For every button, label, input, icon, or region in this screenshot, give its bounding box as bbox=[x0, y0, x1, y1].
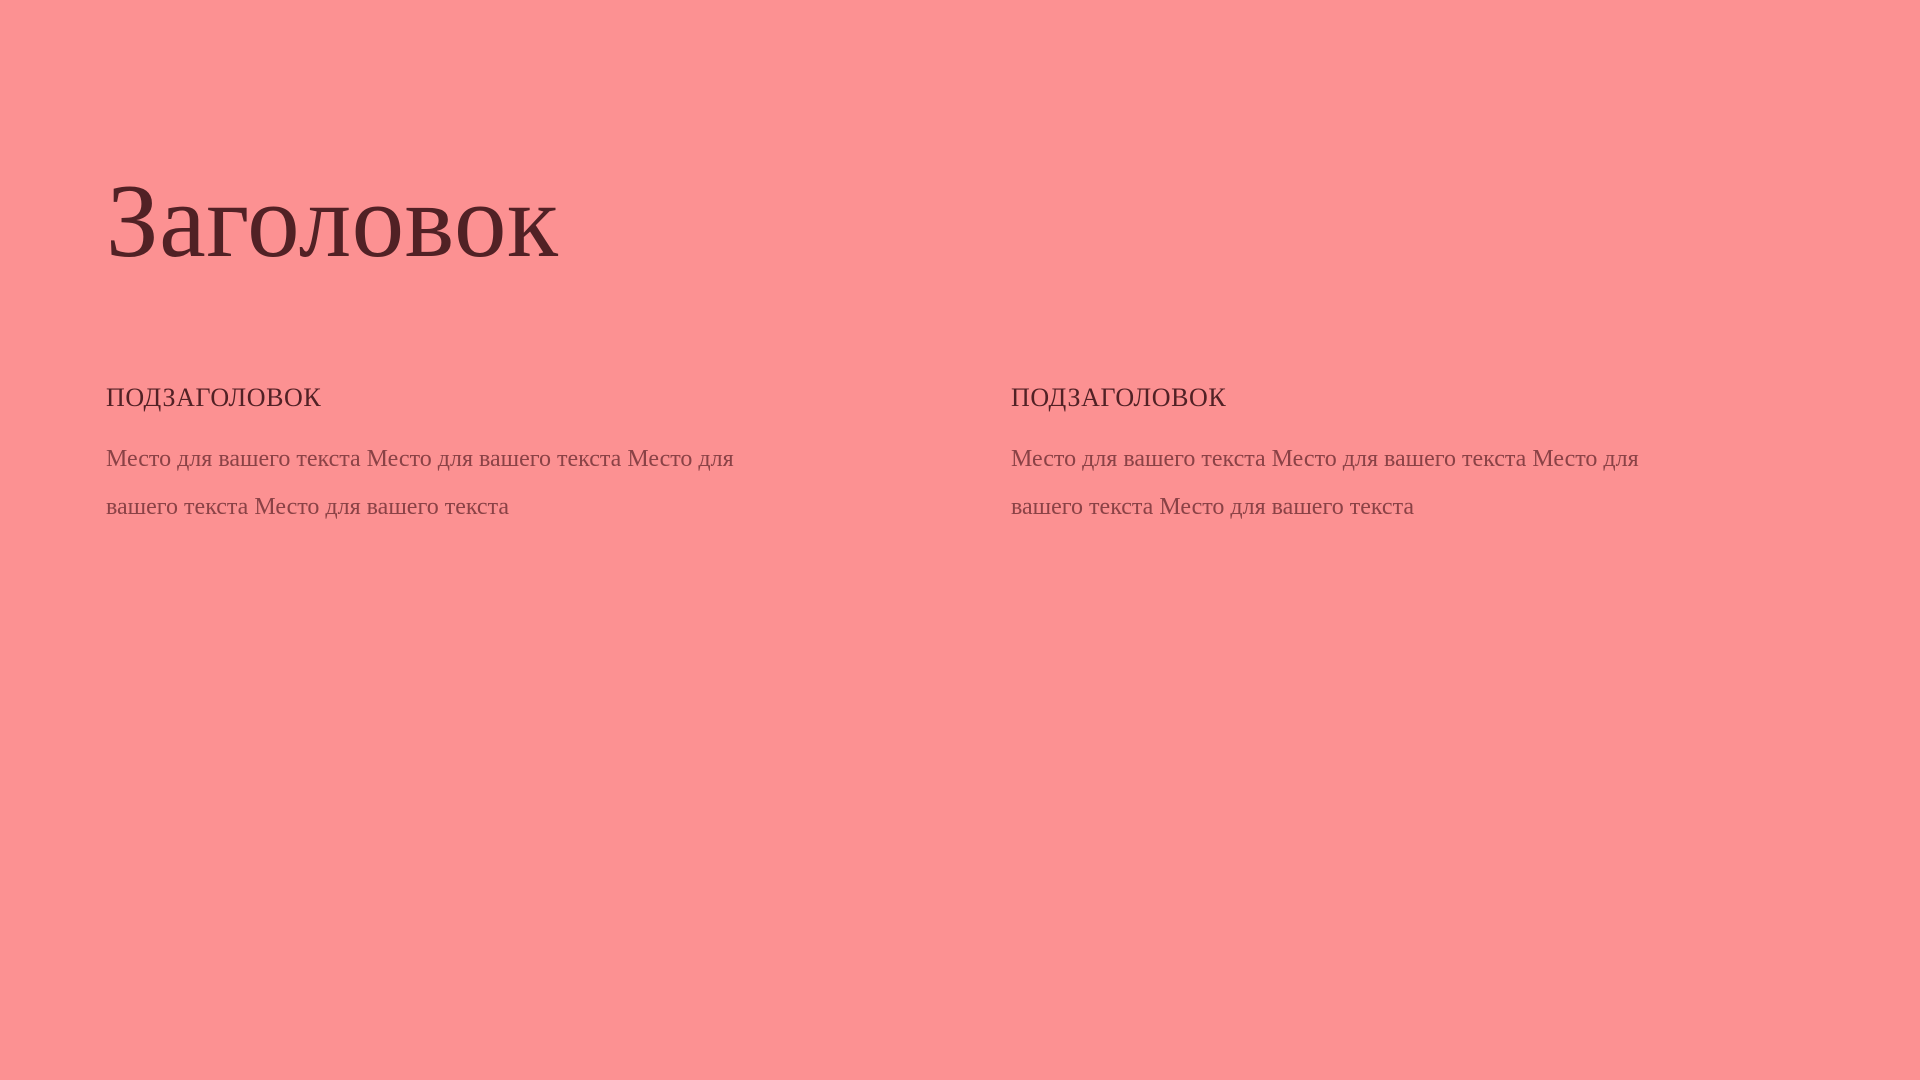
page-title: Заголовок bbox=[106, 162, 559, 280]
column-right bbox=[1011, 382, 1826, 531]
column-right-subtitle: ПОДЗАГОЛОВОК bbox=[1011, 383, 1227, 412]
column-left bbox=[106, 382, 921, 531]
column-left-subtitle: ПОДЗАГОЛОВОК bbox=[106, 383, 322, 412]
two-column-body bbox=[106, 382, 1826, 531]
column-right-body: Место для вашего текста Место для вашего текста Место для вашего текста Место для вашего текста bbox=[1011, 446, 1639, 521]
column-left-body: Место для вашего текста Место для вашего текста Место для вашего текста Место для вашего текста bbox=[106, 446, 734, 521]
